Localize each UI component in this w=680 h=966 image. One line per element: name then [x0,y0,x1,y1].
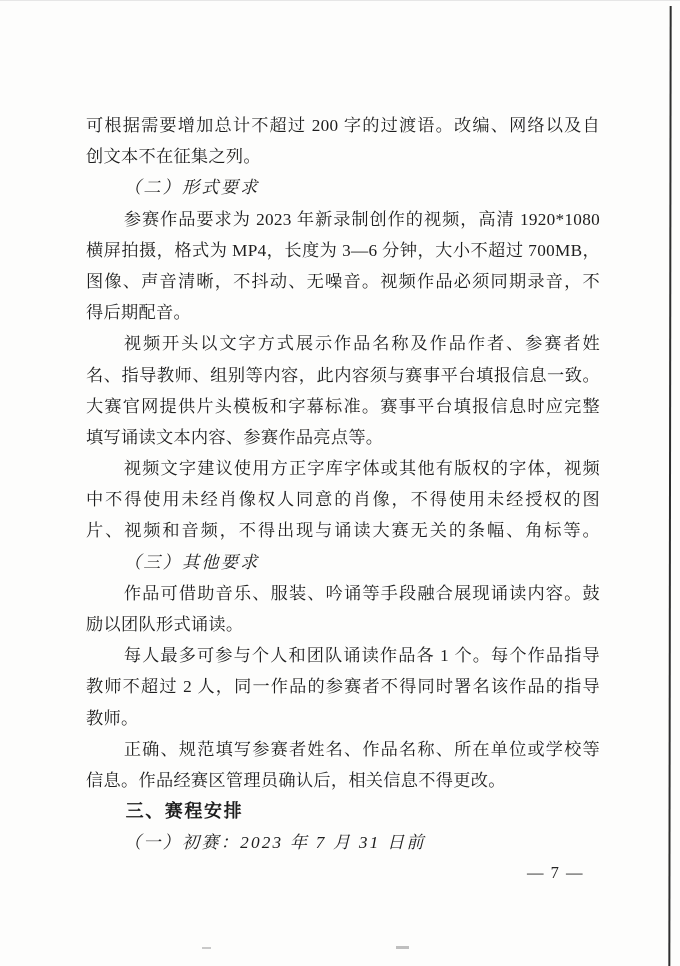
text-line: 励以团队形式诵读。 [86,615,244,634]
text-line: 大赛官网提供片头模板和字幕标准。赛事平台填报信息时应完整 [86,396,600,416]
text-line: 信息。作品经赛区管理员确认后，相关信息不得更改。 [86,770,506,790]
text-line: 视频开头以文字方式展示作品名称及作品作者、参赛者姓 [123,334,600,354]
text-line: 横屏拍摄，格式为 MP4，长度为 3—6 分钟，大小不超过 700MB， [86,240,600,260]
scan-top-edge-artifact [0,0,680,1]
text-line: 中不得使用未经肖像权人同意的肖像，不得使用未经授权的图 [86,490,600,510]
text-line: 可根据需要增加总计不超过 200 字的过渡语。改编、网络以及自 [86,116,600,135]
text-line: 视频文字建议使用方正字库字体或其他有版权的字体，视频 [123,459,600,479]
document-text [86,110,600,859]
text-line: 每人最多可参与个人和团队诵读作品各 1 个。每个作品指导 [123,646,600,666]
text-line: 名、指导教师、组别等内容，此内容须与赛事平台填报信息一致。 [86,365,600,385]
scan-speck [202,947,211,949]
text-line: 作品可借助音乐、服装、吟诵等手段融合展现诵读内容。鼓 [123,583,600,603]
line-preliminary-deadline: （一）初赛：2023 年 7 月 31 日前 [123,833,426,853]
text-line: 参赛作品要求为 2023 年新录制创作的视频，高清 1920*1080 [123,209,600,229]
page-number: — 7 — [527,863,584,882]
scan-speck [396,946,409,949]
text-line: 教师不超过 2 人，同一作品的参赛者不得同时署名该作品的指导 [86,677,600,697]
text-line: 教师。 [86,708,139,728]
text-line: 得后期配音。 [86,303,191,323]
text-line: 填写诵读文本内容、参赛作品亮点等。 [86,427,384,447]
heading-schedule: 三、赛程安排 [125,801,244,822]
subheading-form-requirements: （二）形式要求 [123,178,260,198]
scan-right-edge-artifact [668,6,671,966]
subheading-other-requirements: （三）其他要求 [123,552,260,572]
text-line: 图像、声音清晰，不抖动、无噪音。视频作品必须同期录音，不 [86,271,600,291]
text-line: 片、视频和音频，不得出现与诵读大赛无关的条幅、角标等。 [86,521,600,541]
text-line: 创文本不在征集之列。 [86,147,261,167]
text-line: 正确、规范填写参赛者姓名、作品名称、所在单位或学校等 [123,739,600,759]
